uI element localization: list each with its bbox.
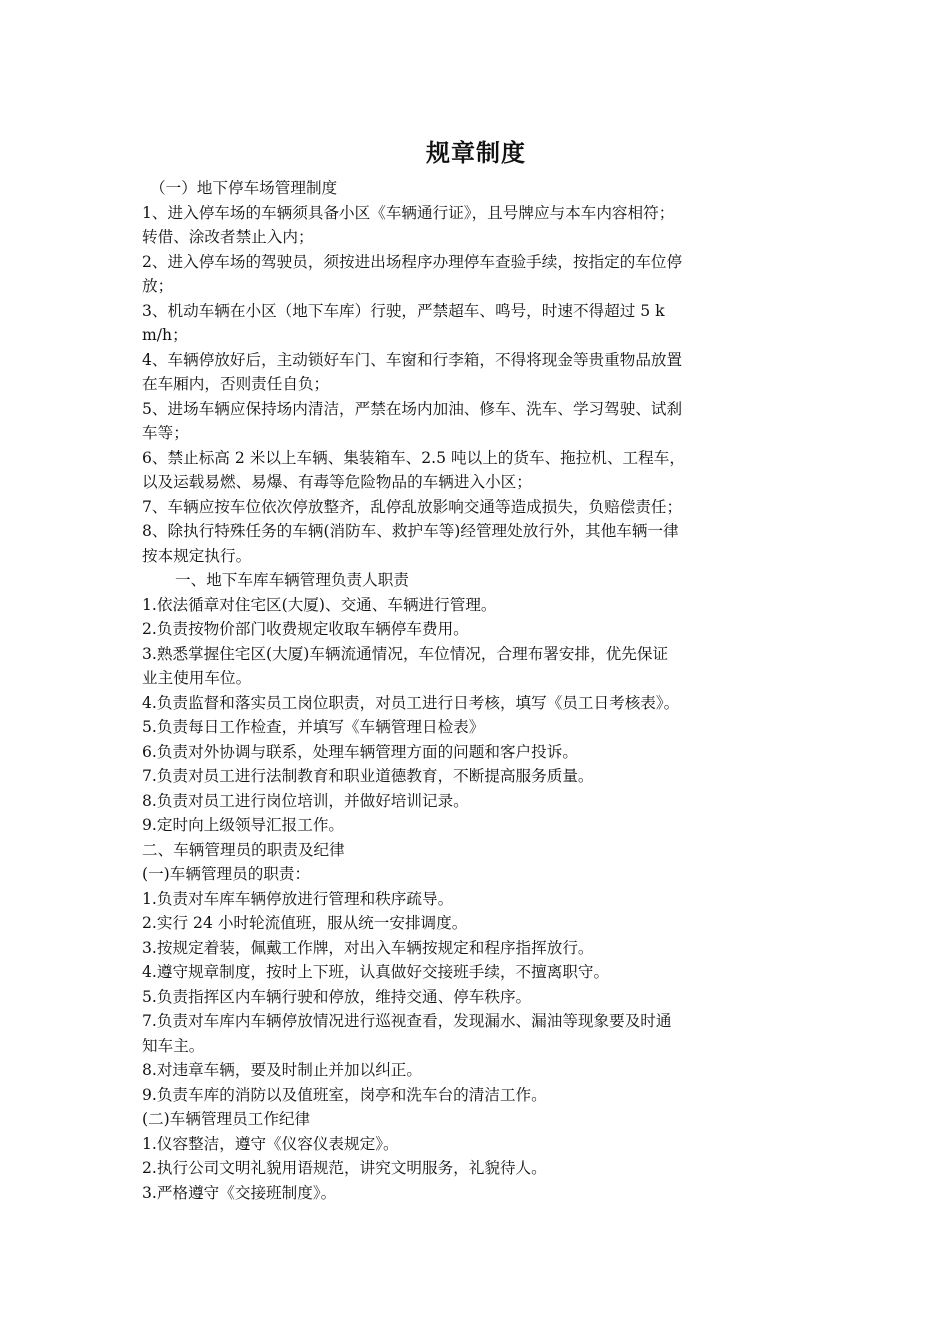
subsection-heading: (一)车辆管理员的职责： bbox=[142, 865, 311, 883]
text-line: 8.对违章车辆，要及时制止并加以纠正。 bbox=[142, 1061, 422, 1079]
text-line: 7.负责对车库内车辆停放情况进行巡视查看，发现漏水、漏油等现象要及时通 bbox=[142, 1012, 672, 1030]
text-line: 2.负责按物价部门收费规定收取车辆停车费用。 bbox=[142, 620, 469, 638]
text-line: 3.熟悉掌握住宅区(大厦)车辆流通情况，车位情况，合理布署安排，优先保证 bbox=[142, 644, 669, 663]
text-line: 6.负责对外协调与联系，处理车辆管理方面的问题和客户投诉。 bbox=[142, 742, 578, 761]
text-line: 车等； bbox=[142, 424, 189, 442]
text-line: 1.仪容整洁，遵守《仪容仪表规定》。 bbox=[142, 1134, 399, 1153]
text-line: 7.负责对员工进行法制教育和职业道德教育，不断提高服务质量。 bbox=[142, 767, 594, 785]
text-line: 放； bbox=[142, 277, 174, 295]
text-line: 3.严格遵守《交接班制度》。 bbox=[142, 1183, 337, 1202]
text-line: 4、车辆停放好后，主动锁好车门、车窗和行李箱，不得将现金等贵重物品放置 bbox=[142, 350, 683, 369]
text-line: m/h； bbox=[142, 326, 188, 344]
text-line: 7、车辆应按车位依次停放整齐，乱停乱放影响交通等造成损失，负赔偿责任； bbox=[142, 497, 683, 516]
text-line: 以及运载易燃、易爆、有毒等危险物品的车辆进入小区； bbox=[142, 473, 532, 491]
text-line: 5.负责指挥区内车辆行驶和停放，维持交通、停车秩序。 bbox=[142, 987, 532, 1006]
text-line: 1.依法循章对住宅区(大厦)、交通、车辆进行管理。 bbox=[142, 595, 497, 614]
section-heading: （一）地下停车场管理制度 bbox=[150, 179, 338, 197]
subsection-heading: (二)车辆管理员工作纪律 bbox=[142, 1110, 311, 1128]
text-line: 3、机动车辆在小区（地下车库）行驶，严禁超车、鸣号，时速不得超过 5 k bbox=[142, 301, 665, 320]
text-line: 3.按规定着装，佩戴工作牌，对出入车辆按规定和程序指挥放行。 bbox=[142, 938, 594, 957]
text-line: 9.定时向上级领导汇报工作。 bbox=[142, 816, 345, 834]
text-line: 知车主。 bbox=[142, 1036, 205, 1055]
text-line: 2、进入停车场的驾驶员，须按进出场程序办理停车查验手续，按指定的车位停 bbox=[142, 252, 683, 271]
text-line: 业主使用车位。 bbox=[142, 669, 252, 687]
text-line: 8、除执行特殊任务的车辆(消防车、救护车等)经管理处放行外，其他车辆一律 bbox=[142, 522, 679, 540]
document-title: 规章制度 bbox=[426, 139, 526, 167]
text-line: 1、进入停车场的车辆须具备小区《车辆通行证》，且号牌应与本车内容相符； bbox=[142, 203, 675, 222]
document-page bbox=[142, 136, 810, 1205]
text-line: 8.负责对员工进行岗位培训，并做好培训记录。 bbox=[142, 791, 469, 810]
text-line: 2.实行 24 小时轮流值班，服从统一安排调度。 bbox=[142, 914, 468, 932]
text-line: 1.负责对车库车辆停放进行管理和秩序疏导。 bbox=[142, 889, 454, 908]
text-line: 2.执行公司文明礼貌用语规范，讲究文明服务，礼貌待人。 bbox=[142, 1159, 547, 1177]
text-line: 4.遵守规章制度，按时上下班，认真做好交接班手续，不擅离职守。 bbox=[142, 963, 610, 981]
text-line: 4.负责监督和落实员工岗位职责，对员工进行日考核，填写《员工日考核表》。 bbox=[142, 693, 680, 712]
text-line: 5.负责每日工作检查，并填写《车辆管理日检表》 bbox=[142, 718, 485, 736]
text-line: 5、进场车辆应保持场内清洁，严禁在场内加油、修车、洗车、学习驾驶、试刹 bbox=[142, 399, 683, 418]
text-line: 6、禁止标高 2 米以上车辆、集装箱车、2.5 吨以上的货车、拖拉机、工程车， bbox=[142, 448, 685, 467]
section-heading: 一、地下车库车辆管理负责人职责 bbox=[175, 571, 409, 589]
text-line: 9.负责车库的消防以及值班室，岗亭和洗车台的清洁工作。 bbox=[142, 1085, 547, 1104]
text-line: 按本规定执行。 bbox=[142, 546, 252, 565]
text-line: 在车厢内，否则责任自负； bbox=[142, 375, 330, 393]
text-line: 转借、涂改者禁止入内； bbox=[142, 228, 314, 246]
section-heading: 二、车辆管理员的职责及纪律 bbox=[142, 840, 345, 859]
